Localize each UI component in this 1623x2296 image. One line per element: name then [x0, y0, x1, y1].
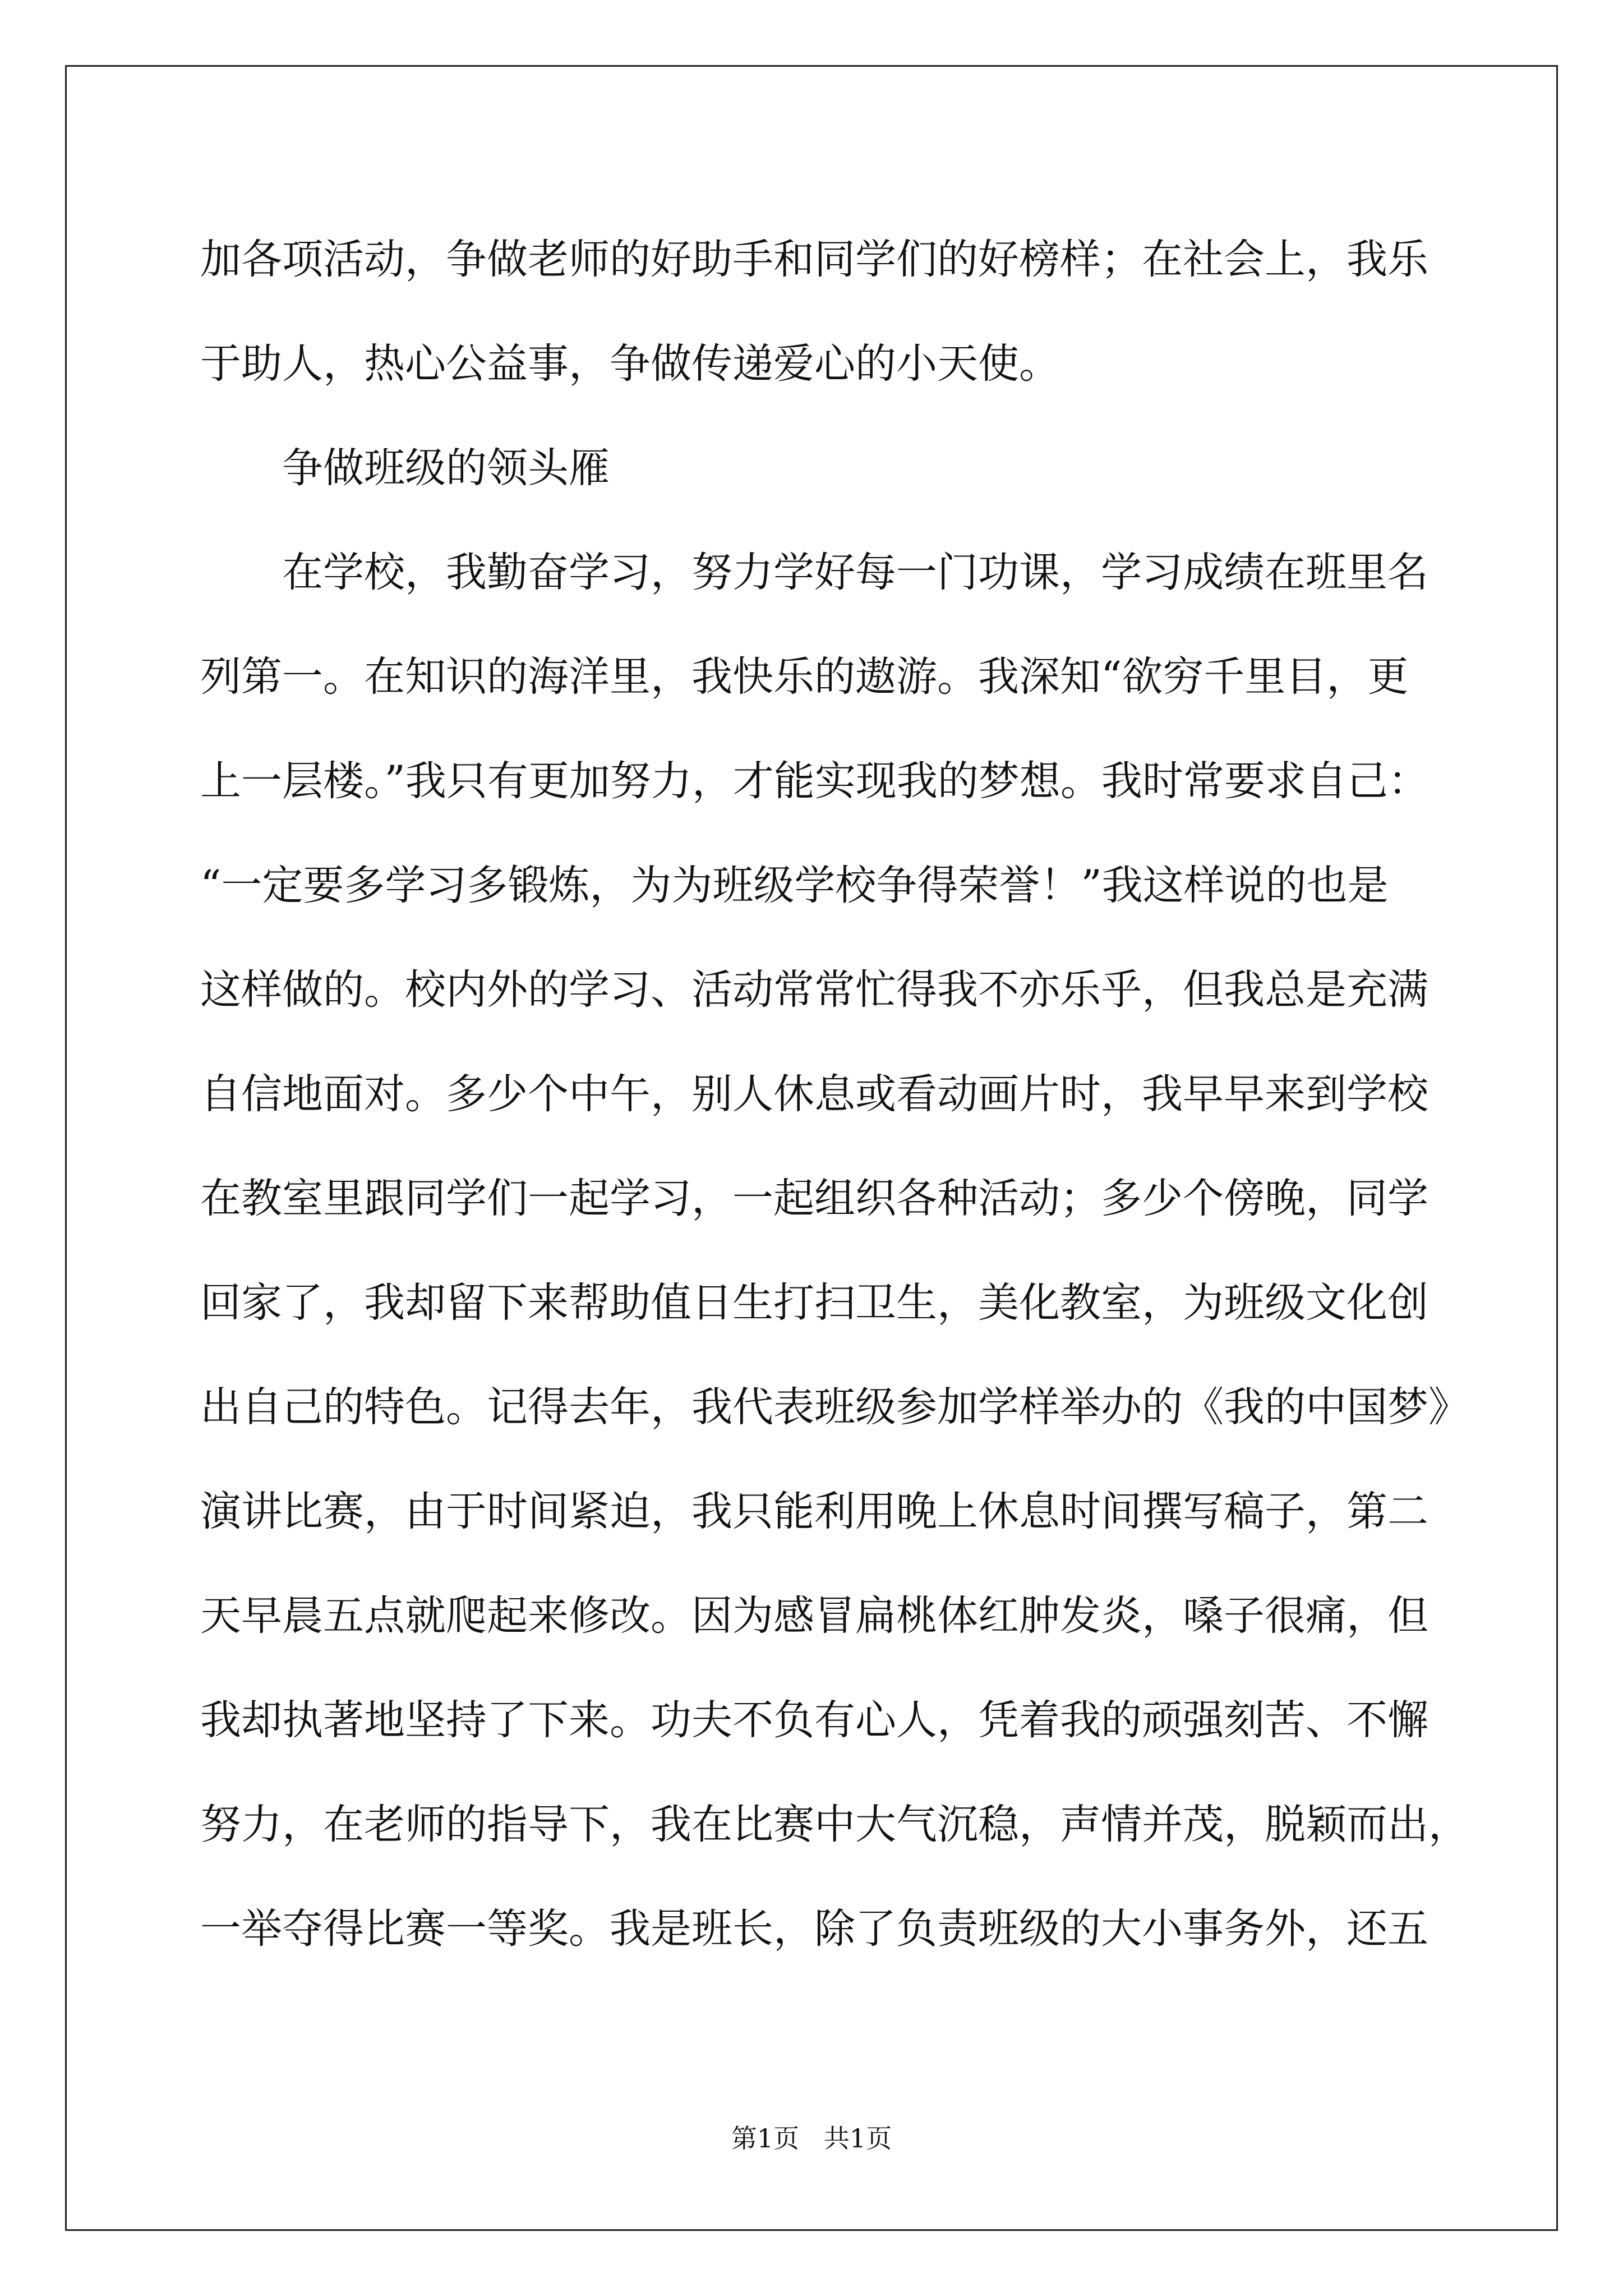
- text-line: 这样做的。校内外的学习、活动常常忙得我不亦乐乎，但我总是充满: [200, 966, 1428, 1014]
- text-line: 我却执著地坚持了下来。功夫不负有心人，凭着我的顽强刻苦、不懈: [200, 1696, 1428, 1744]
- document-body: [200, 208, 1469, 1981]
- text-line: 演讲比赛，由于时间紧迫，我只能利用晚上休息时间撰写稿子，第二: [200, 1488, 1428, 1535]
- page-number: 第1页 共1页: [731, 2123, 892, 2154]
- text-line: 加各项活动，争做老师的好助手和同学们的好榜样；在社会上，我乐: [200, 236, 1428, 283]
- text-line: 列第一。在知识的海洋里，我快乐的遨游。我深知“欲穷千里目，更: [200, 653, 1409, 701]
- section-heading: 争做班级的领头雁: [200, 444, 610, 492]
- text-line: 努力，在老师的指导下，我在比赛中大气沉稳，声情并茂，脱颖而出，: [200, 1801, 1469, 1848]
- text-line: 一举夺得比赛一等奖。我是班长，除了负责班级的大小事务外，还五: [200, 1905, 1428, 1953]
- text-line: 在教室里跟同学们一起学习，一起组织各种活动；多少个傍晚，同学: [200, 1175, 1428, 1222]
- text-line: 回家了，我却留下来帮助值日生打扫卫生，美化教室，为班级文化创: [200, 1279, 1428, 1327]
- text-line: 自信地面对。多少个中午，别人休息或看动画片时，我早早来到学校: [200, 1070, 1428, 1118]
- text-line: 天早晨五点就爬起来修改。因为感冒扁桃体红肿发炎，嗓子很痛，但: [200, 1592, 1428, 1640]
- text-line: 出自己的特色。记得去年，我代表班级参加学样举办的《我的中国梦》: [200, 1383, 1469, 1431]
- text-line: 上一层楼。”我只有更加努力，才能实现我的梦想。我时常要求自己：: [200, 757, 1429, 805]
- text-line: “一定要多学习多锻炼，为为班级学校争得荣誉！”我这样说的也是: [200, 862, 1389, 909]
- text-line: 在学校，我勤奋学习，努力学好每一门功课，学习成绩在班里名: [200, 549, 1428, 596]
- text-line: 于助人，热心公益事，争做传递爱心的小天使。: [200, 340, 1060, 388]
